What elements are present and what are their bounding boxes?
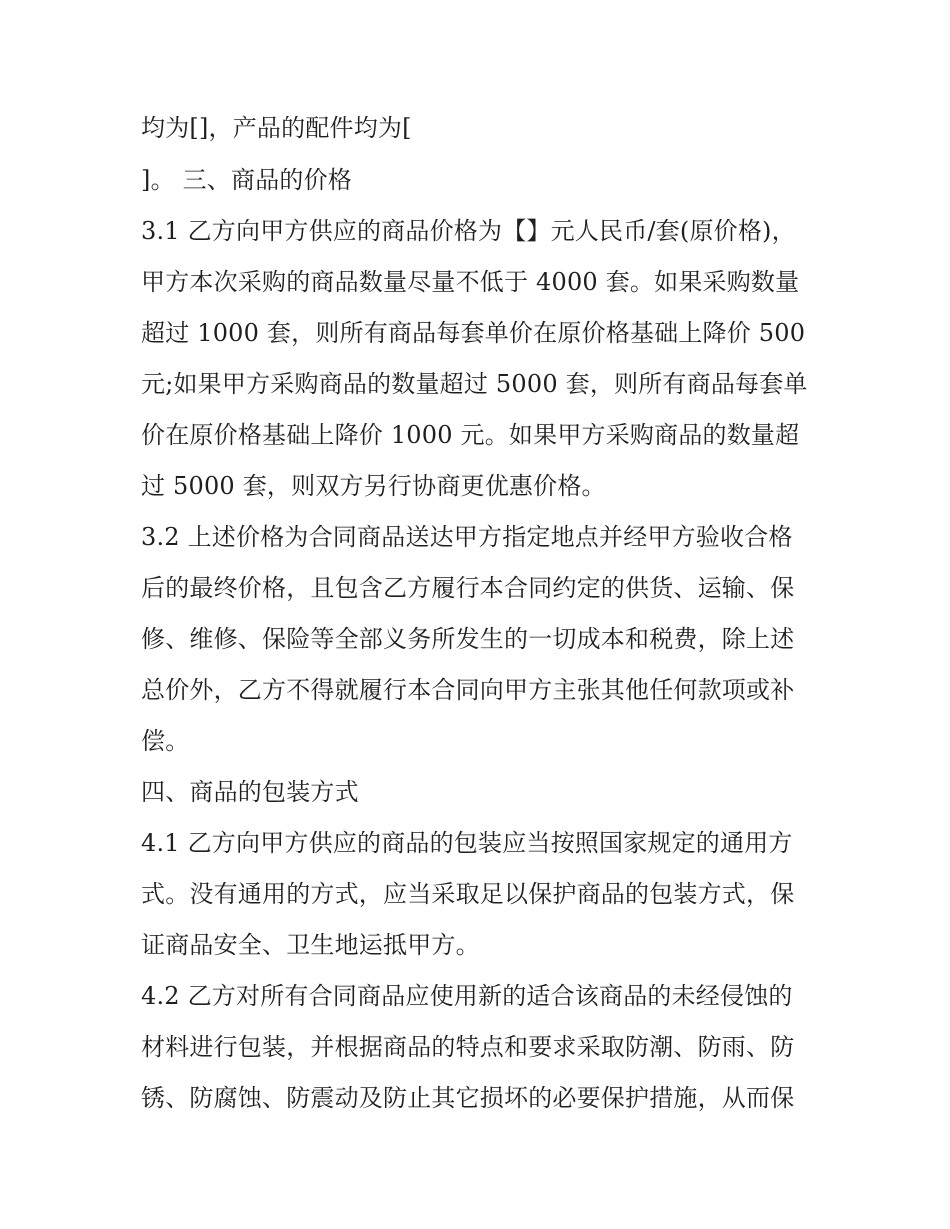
- text-line: 材料进行包装，并根据商品的特点和要求采取防潮、防雨、防: [141, 1033, 795, 1061]
- text-line: 证商品安全、卫生地运抵甲方。: [141, 931, 480, 959]
- section-heading-price: ]。 三、商品的价格: [141, 166, 352, 194]
- text-line: 修、维修、保险等全部义务所发生的一切成本和税费，除上述: [141, 625, 795, 653]
- text-line: 元;如果甲方采购商品的数量超过 5000 套，则所有商品每套单: [141, 370, 808, 398]
- section-heading-packaging: 四、商品的包装方式: [141, 778, 359, 806]
- text-line: 后的最终价格，且包含乙方履行本合同约定的供货、运输、保: [141, 574, 795, 602]
- text-line: 4.2 乙方对所有合同商品应使用新的适合该商品的未经侵蚀的: [141, 982, 793, 1010]
- text-line: 4.1 乙方向甲方供应的商品的包装应当按照国家规定的通用方: [141, 829, 793, 857]
- text-line: 过 5000 套，则双方另行协商更优惠价格。: [141, 472, 606, 500]
- text-line: 均为[]，产品的配件均为[: [141, 114, 412, 142]
- text-line: 总价外，乙方不得就履行本合同向甲方主张其他任何款项或补: [141, 676, 795, 704]
- text-line: 式。没有通用的方式，应当采取足以保护商品的包装方式，保: [141, 880, 795, 908]
- text-line: 超过 1000 套，则所有商品每套单价在原价格基础上降价 500: [141, 319, 806, 347]
- text-line: 3.2 上述价格为合同商品送达甲方指定地点并经甲方验收合格: [141, 523, 793, 551]
- text-line: 甲方本次采购的商品数量尽量不低于 4000 套。如果采购数量: [141, 268, 800, 296]
- text-line: 锈、防腐蚀、防震动及防止其它损坏的必要保护措施，从而保: [141, 1084, 795, 1112]
- text-line: 3.1 乙方向甲方供应的商品价格为【】元人民币/套(原价格)，: [141, 217, 796, 245]
- text-line: 偿。: [141, 727, 190, 755]
- text-line: 价在原价格基础上降价 1000 元。如果甲方采购商品的数量超: [141, 421, 800, 449]
